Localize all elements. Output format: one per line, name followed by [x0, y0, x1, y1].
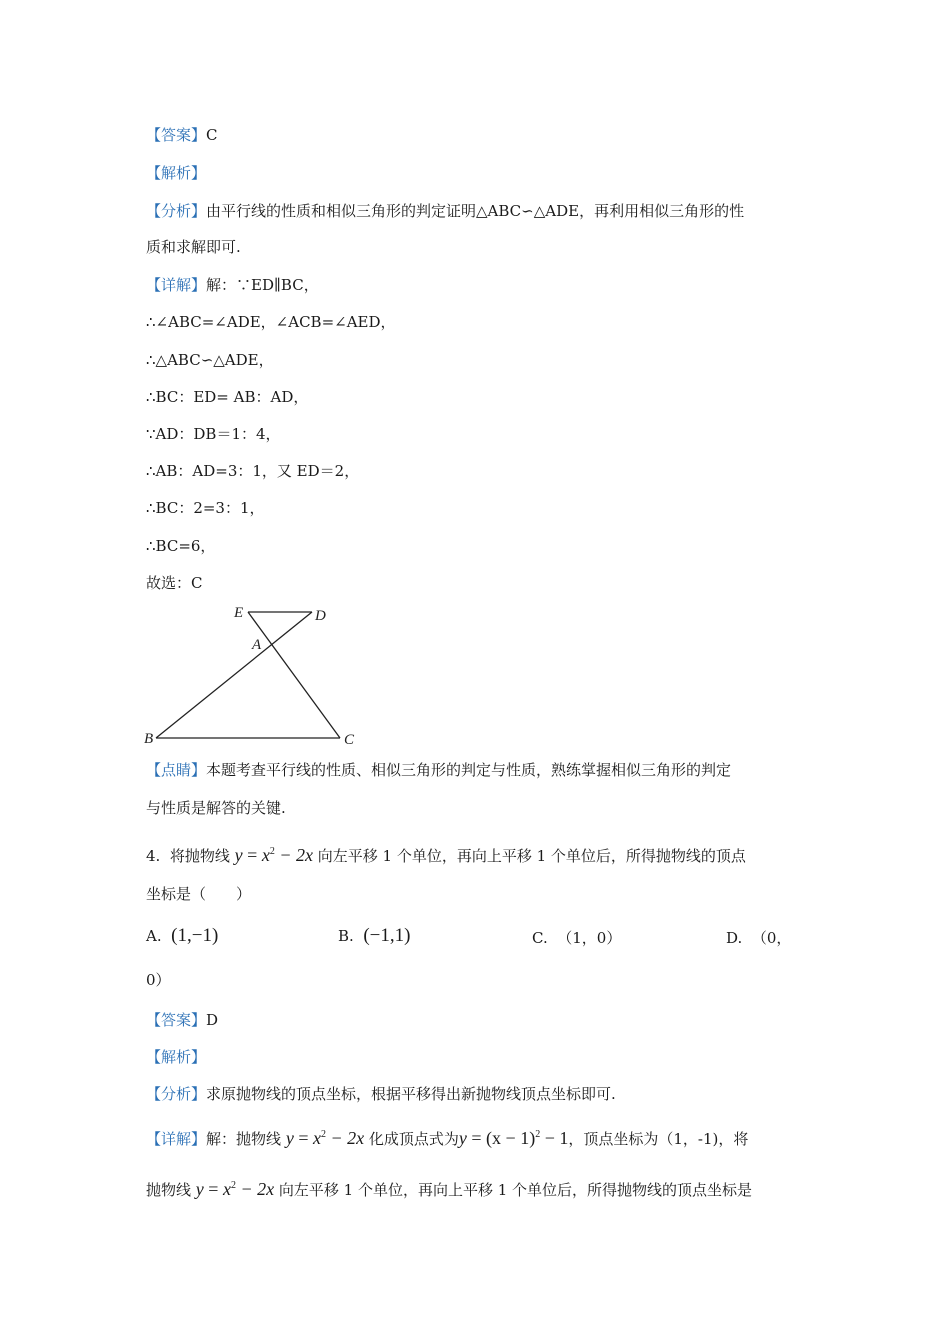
analysis-tag-q4: 【解析】 — [146, 1048, 207, 1066]
eq2-y: y — [285, 1128, 294, 1148]
eq3-exponent: 2 — [230, 1180, 236, 1191]
triangle-figure — [130, 598, 370, 750]
eq-equals: = — [242, 845, 262, 865]
q4-analysis-heading — [146, 1047, 206, 1067]
q4-option-c — [532, 928, 621, 948]
q3-step-2: ∴△ABC∽△ADE， — [146, 351, 274, 369]
q4-last-equation — [196, 1179, 274, 1199]
eq3-rest: − 2x — [235, 1179, 275, 1199]
q3-detail-line — [146, 275, 319, 295]
vertex-exponent: 2 — [535, 1129, 541, 1140]
q4-detail-part2: 化成顶点式为 — [368, 1130, 459, 1148]
q3-answer-line — [146, 125, 218, 145]
option-c-value: （1，0） — [557, 929, 622, 947]
q3-step-1: ∴∠ABC=∠ADE，∠ACB=∠AED， — [146, 313, 396, 331]
q4-fenxi-line — [146, 1084, 616, 1104]
eq2-rest: − 2x — [325, 1128, 365, 1148]
q4-number: 4. — [146, 847, 161, 865]
q3-dianjing-line1 — [146, 760, 731, 780]
q3-step-7: ∴BC=6， — [146, 537, 216, 555]
option-b-label: B. — [338, 927, 354, 945]
option-a-value: (1,−1) — [171, 925, 219, 946]
eq2-exponent: 2 — [320, 1129, 326, 1140]
detail-tag: 【详解】 — [146, 276, 207, 294]
q4-detail-line — [146, 1125, 748, 1149]
q3-analysis-heading — [146, 163, 206, 183]
segment-ec — [248, 612, 340, 738]
q4-detail-equation — [286, 1128, 364, 1148]
q4-last-line — [146, 1176, 752, 1200]
detail-tag-q4: 【详解】 — [146, 1130, 207, 1148]
q4-stem-part2: 向左平移 1 个单位，再向上平移 1 个单位后，所得抛物线的顶点 — [317, 847, 746, 865]
q3-analysis-line2: 质和求解即可. — [146, 238, 241, 256]
answer-tag-q4: 【答案】 — [146, 1011, 207, 1029]
eq2-equals: = — [293, 1128, 313, 1148]
option-a-label: A. — [146, 927, 162, 945]
q4-stem-line1 — [146, 842, 746, 866]
label-a: A — [252, 637, 262, 653]
eq2-x: x — [312, 1128, 321, 1148]
q4-vertex-form — [459, 1128, 568, 1148]
eq3-equals: = — [203, 1179, 223, 1199]
eq3-x: x — [222, 1179, 231, 1199]
option-d-value: （0， — [751, 929, 792, 947]
option-b-value: (−1,1) — [363, 925, 411, 946]
eq-y: y — [234, 845, 243, 865]
q4-stem-part1: 将抛物线 — [169, 847, 230, 865]
label-b: B — [144, 731, 154, 747]
dianjing-tag: 【点睛】 — [146, 761, 207, 779]
label-d: D — [315, 608, 326, 624]
q3-dianjing-text1: 本题考查平行线的性质、相似三角形的判定与性质，熟练掌握相似三角形的判定 — [206, 761, 732, 779]
label-c: C — [344, 732, 355, 748]
label-e: E — [234, 605, 244, 621]
q3-step-4: ∵AD：DB＝1：4， — [146, 425, 281, 443]
q3-step-6: ∴BC：2=3：1， — [146, 499, 265, 517]
option-c-label: C. — [532, 929, 548, 947]
q4-option-d-cont: 0） — [146, 971, 171, 989]
q3-analysis-line1 — [146, 201, 744, 221]
vertex-tail: − 1 — [540, 1128, 569, 1148]
q4-answer-line — [146, 1010, 218, 1030]
q4-equation — [235, 845, 313, 865]
eq-rest: − 2x — [274, 845, 313, 865]
option-d-label: D. — [726, 929, 743, 947]
q3-step-3: ∴BC：ED= AB：AD， — [146, 388, 309, 406]
q3-detail-first: 解：∵ED∥BC， — [206, 276, 319, 294]
analysis-tag: 【解析】 — [146, 164, 207, 182]
q3-analysis-text1: 由平行线的性质和相似三角形的判定证明△ABC∽△ADE，再利用相似三角形的性 — [206, 202, 745, 220]
eq-exponent: 2 — [269, 846, 275, 857]
q4-option-d — [726, 928, 791, 948]
vertex-y: y — [458, 1128, 467, 1148]
q4-last-part2: 向左平移 1 个单位，再向上平移 1 个单位后，所得抛物线的顶点坐标是 — [278, 1181, 753, 1199]
q4-option-b — [338, 926, 410, 946]
q4-detail-part1: 解：抛物线 — [206, 1130, 282, 1148]
q4-detail-part3: ，顶点坐标为（1，-1)，将 — [568, 1130, 749, 1148]
eq3-y: y — [195, 1179, 204, 1199]
q3-answer-value: C — [206, 126, 218, 144]
q4-stem-line2: 坐标是（ ） — [146, 885, 252, 903]
answer-tag: 【答案】 — [146, 126, 207, 144]
eq-x: x — [261, 845, 270, 865]
q4-last-part1: 抛物线 — [146, 1181, 192, 1199]
q4-analysis-text: 求原抛物线的顶点坐标，根据平移得出新抛物线顶点坐标即可. — [206, 1085, 616, 1103]
vertex-body: = (x − 1) — [466, 1128, 536, 1148]
q4-option-a — [146, 926, 218, 946]
q3-step-8: 故选：C — [146, 574, 203, 592]
q4-answer-value: D — [206, 1011, 219, 1029]
fenxi-tag-q4: 【分析】 — [146, 1085, 207, 1103]
segment-db — [156, 612, 312, 738]
fenxi-tag: 【分析】 — [146, 202, 207, 220]
q3-dianjing-line2: 与性质是解答的关键. — [146, 799, 286, 817]
q3-step-5: ∴AB：AD=3：1，又 ED＝2， — [146, 462, 360, 480]
